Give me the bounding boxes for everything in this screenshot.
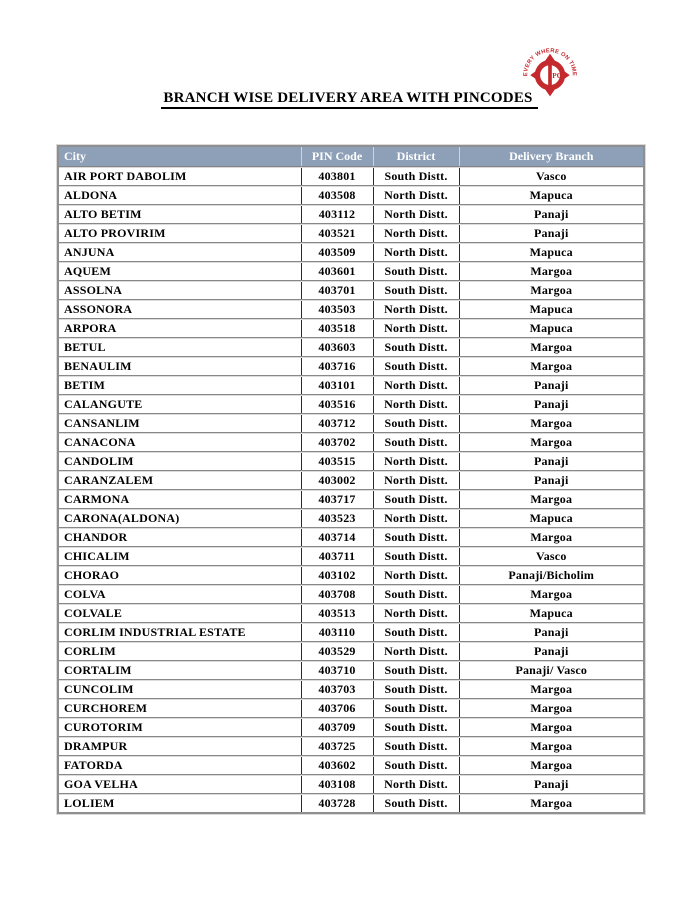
pin-code-cell: 403110 xyxy=(301,623,373,642)
table-row xyxy=(58,262,644,281)
pin-code-cell: 403503 xyxy=(301,300,373,319)
pin-code-cell: 403108 xyxy=(301,775,373,794)
district-cell: South Distt. xyxy=(373,623,459,642)
table-row xyxy=(58,281,644,300)
pin-code-cell: 403710 xyxy=(301,661,373,680)
delivery-branch-cell: Margoa xyxy=(459,699,644,718)
table-row xyxy=(58,775,644,794)
district-cell: North Distt. xyxy=(373,243,459,262)
delivery-branch-cell: Margoa xyxy=(459,794,644,813)
district-cell: North Distt. xyxy=(373,376,459,395)
table-row xyxy=(58,167,644,186)
pin-code-cell: 403728 xyxy=(301,794,373,813)
delivery-branch-cell: Vasco xyxy=(459,167,644,186)
delivery-branch-cell: Panaji/Bicholim xyxy=(459,566,644,585)
city-cell: CHICALIM xyxy=(58,547,301,566)
city-cell: CUNCOLIM xyxy=(58,680,301,699)
district-cell: South Distt. xyxy=(373,661,459,680)
city-cell: CARONA(ALDONA) xyxy=(58,509,301,528)
pin-code-cell: 403714 xyxy=(301,528,373,547)
table-row xyxy=(58,205,644,224)
city-cell: COLVA xyxy=(58,585,301,604)
delivery-branch-cell: Margoa xyxy=(459,338,644,357)
district-cell: South Distt. xyxy=(373,281,459,300)
delivery-branch-cell: Panaji xyxy=(459,452,644,471)
district-cell: North Distt. xyxy=(373,566,459,585)
city-cell: ALTO PROVIRIM xyxy=(58,224,301,243)
pin-code-cell: 403701 xyxy=(301,281,373,300)
logo-vertical-shaft-icon xyxy=(548,59,552,91)
district-cell: South Distt. xyxy=(373,490,459,509)
delivery-branch-cell: Margoa xyxy=(459,528,644,547)
city-cell: CORLIM INDUSTRIAL ESTATE xyxy=(58,623,301,642)
district-cell: South Distt. xyxy=(373,433,459,452)
pin-code-cell: 403513 xyxy=(301,604,373,623)
city-cell: CANACONA xyxy=(58,433,301,452)
table-header-row xyxy=(58,146,644,167)
delivery-branch-cell: Panaji xyxy=(459,224,644,243)
table-row xyxy=(58,623,644,642)
column-header-district: District xyxy=(373,146,459,167)
district-cell: North Distt. xyxy=(373,186,459,205)
city-cell: CORTALIM xyxy=(58,661,301,680)
city-cell: ANJUNA xyxy=(58,243,301,262)
city-cell: AIR PORT DABOLIM xyxy=(58,167,301,186)
table-row xyxy=(58,756,644,775)
table-row xyxy=(58,414,644,433)
district-cell: South Distt. xyxy=(373,338,459,357)
table-row xyxy=(58,604,644,623)
district-cell: South Distt. xyxy=(373,414,459,433)
district-cell: North Distt. xyxy=(373,300,459,319)
delivery-branch-cell: Panaji xyxy=(459,623,644,642)
district-cell: North Distt. xyxy=(373,604,459,623)
pin-code-cell: 403508 xyxy=(301,186,373,205)
delivery-branch-cell: Mapuca xyxy=(459,243,644,262)
delivery-branch-cell: Margoa xyxy=(459,718,644,737)
pin-code-cell: 403002 xyxy=(301,471,373,490)
delivery-branch-cell: Margoa xyxy=(459,357,644,376)
city-cell: ASSONORA xyxy=(58,300,301,319)
table-row xyxy=(58,186,644,205)
table-row xyxy=(58,433,644,452)
delivery-branch-cell: Margoa xyxy=(459,433,644,452)
delivery-branch-cell: Margoa xyxy=(459,490,644,509)
delivery-branch-cell: Panaji xyxy=(459,205,644,224)
district-cell: South Distt. xyxy=(373,357,459,376)
city-cell: CORLIM xyxy=(58,642,301,661)
district-cell: North Distt. xyxy=(373,224,459,243)
city-cell: ALDONA xyxy=(58,186,301,205)
district-cell: South Distt. xyxy=(373,167,459,186)
pin-code-cell: 403801 xyxy=(301,167,373,186)
delivery-branch-cell: Mapuca xyxy=(459,509,644,528)
delivery-branch-cell: Panaji/ Vasco xyxy=(459,661,644,680)
table-row xyxy=(58,680,644,699)
delivery-branch-cell: Panaji xyxy=(459,471,644,490)
district-cell: South Distt. xyxy=(373,547,459,566)
table-row xyxy=(58,642,644,661)
city-cell: ASSOLNA xyxy=(58,281,301,300)
pin-code-cell: 403515 xyxy=(301,452,373,471)
pin-code-cell: 403102 xyxy=(301,566,373,585)
city-cell: BETIM xyxy=(58,376,301,395)
district-cell: North Distt. xyxy=(373,319,459,338)
table-row xyxy=(58,509,644,528)
delivery-branch-cell: Panaji xyxy=(459,775,644,794)
pin-code-cell: 403112 xyxy=(301,205,373,224)
table-row xyxy=(58,357,644,376)
district-cell: South Distt. xyxy=(373,718,459,737)
table-row xyxy=(58,471,644,490)
table-row xyxy=(58,224,644,243)
city-cell: CUROTORIM xyxy=(58,718,301,737)
delivery-branch-cell: Margoa xyxy=(459,262,644,281)
delivery-branch-cell: Margoa xyxy=(459,585,644,604)
city-cell: CHANDOR xyxy=(58,528,301,547)
delivery-branch-cell: Mapuca xyxy=(459,604,644,623)
pin-code-cell: 403703 xyxy=(301,680,373,699)
table-row xyxy=(58,566,644,585)
delivery-branch-cell: Margoa xyxy=(459,756,644,775)
city-cell: AQUEM xyxy=(58,262,301,281)
pin-code-cell: 403725 xyxy=(301,737,373,756)
table-row xyxy=(58,585,644,604)
district-cell: North Distt. xyxy=(373,775,459,794)
pin-code-cell: 403523 xyxy=(301,509,373,528)
district-cell: South Distt. xyxy=(373,794,459,813)
pin-code-cell: 403712 xyxy=(301,414,373,433)
city-cell: BENAULIM xyxy=(58,357,301,376)
city-cell: GOA VELHA xyxy=(58,775,301,794)
delivery-branch-cell: Panaji xyxy=(459,395,644,414)
city-cell: FATORDA xyxy=(58,756,301,775)
city-cell: CANDOLIM xyxy=(58,452,301,471)
pin-code-cell: 403717 xyxy=(301,490,373,509)
table-row xyxy=(58,376,644,395)
district-cell: South Distt. xyxy=(373,528,459,547)
district-cell: South Distt. xyxy=(373,262,459,281)
table-row xyxy=(58,794,644,813)
city-cell: CURCHOREM xyxy=(58,699,301,718)
pin-code-cell: 403101 xyxy=(301,376,373,395)
table-row xyxy=(58,452,644,471)
table-row xyxy=(58,737,644,756)
delivery-branch-cell: Margoa xyxy=(459,737,644,756)
district-cell: North Distt. xyxy=(373,642,459,661)
pin-code-cell: 403601 xyxy=(301,262,373,281)
pin-code-cell: 403516 xyxy=(301,395,373,414)
table-row xyxy=(58,243,644,262)
district-cell: North Distt. xyxy=(373,452,459,471)
table-row xyxy=(58,300,644,319)
city-cell: DRAMPUR xyxy=(58,737,301,756)
delivery-branch-cell: Panaji xyxy=(459,376,644,395)
table-row xyxy=(58,338,644,357)
city-cell: COLVALE xyxy=(58,604,301,623)
pin-code-cell: 403509 xyxy=(301,243,373,262)
pin-code-cell: 403602 xyxy=(301,756,373,775)
delivery-branch-cell: Mapuca xyxy=(459,319,644,338)
city-cell: CALANGUTE xyxy=(58,395,301,414)
table-row xyxy=(58,699,644,718)
pin-code-cell: 403603 xyxy=(301,338,373,357)
city-cell: BETUL xyxy=(58,338,301,357)
pin-code-cell: 403518 xyxy=(301,319,373,338)
delivery-branch-cell: Margoa xyxy=(459,414,644,433)
delivery-branch-cell: Margoa xyxy=(459,281,644,300)
column-header-pin-code: PIN Code xyxy=(301,146,373,167)
pin-code-cell: 403706 xyxy=(301,699,373,718)
city-cell: CARMONA xyxy=(58,490,301,509)
city-cell: CARANZALEM xyxy=(58,471,301,490)
city-cell: LOLIEM xyxy=(58,794,301,813)
district-cell: North Distt. xyxy=(373,471,459,490)
district-cell: South Distt. xyxy=(373,699,459,718)
logo-slogan-text: EVERY WHERE ON TIME xyxy=(523,48,577,77)
city-cell: ALTO BETIM xyxy=(58,205,301,224)
table-row xyxy=(58,547,644,566)
pincode-table xyxy=(57,145,645,814)
pin-code-cell: 403711 xyxy=(301,547,373,566)
delivery-branch-cell: Margoa xyxy=(459,680,644,699)
district-cell: South Distt. xyxy=(373,737,459,756)
page-title: BRANCH WISE DELIVERY AREA WITH PINCODES xyxy=(0,90,699,107)
pin-code-cell: 403708 xyxy=(301,585,373,604)
district-cell: North Distt. xyxy=(373,509,459,528)
table-row xyxy=(58,661,644,680)
column-header-delivery-branch: Delivery Branch xyxy=(459,146,644,167)
pin-code-cell: 403529 xyxy=(301,642,373,661)
table-row xyxy=(58,395,644,414)
district-cell: South Distt. xyxy=(373,680,459,699)
district-cell: North Distt. xyxy=(373,395,459,414)
district-cell: South Distt. xyxy=(373,756,459,775)
logo-monogram: PC xyxy=(552,72,562,81)
table-row xyxy=(58,490,644,509)
table-row xyxy=(58,319,644,338)
delivery-branch-cell: Mapuca xyxy=(459,300,644,319)
table-row xyxy=(58,528,644,547)
column-header-city: City xyxy=(58,146,301,167)
pin-code-cell: 403521 xyxy=(301,224,373,243)
pin-code-cell: 403716 xyxy=(301,357,373,376)
city-cell: ARPORA xyxy=(58,319,301,338)
delivery-branch-cell: Mapuca xyxy=(459,186,644,205)
pin-code-cell: 403709 xyxy=(301,718,373,737)
city-cell: CANSANLIM xyxy=(58,414,301,433)
delivery-branch-cell: Vasco xyxy=(459,547,644,566)
delivery-branch-cell: Panaji xyxy=(459,642,644,661)
table-row xyxy=(58,718,644,737)
district-cell: South Distt. xyxy=(373,585,459,604)
district-cell: North Distt. xyxy=(373,205,459,224)
city-cell: CHORAO xyxy=(58,566,301,585)
pin-code-cell: 403702 xyxy=(301,433,373,452)
